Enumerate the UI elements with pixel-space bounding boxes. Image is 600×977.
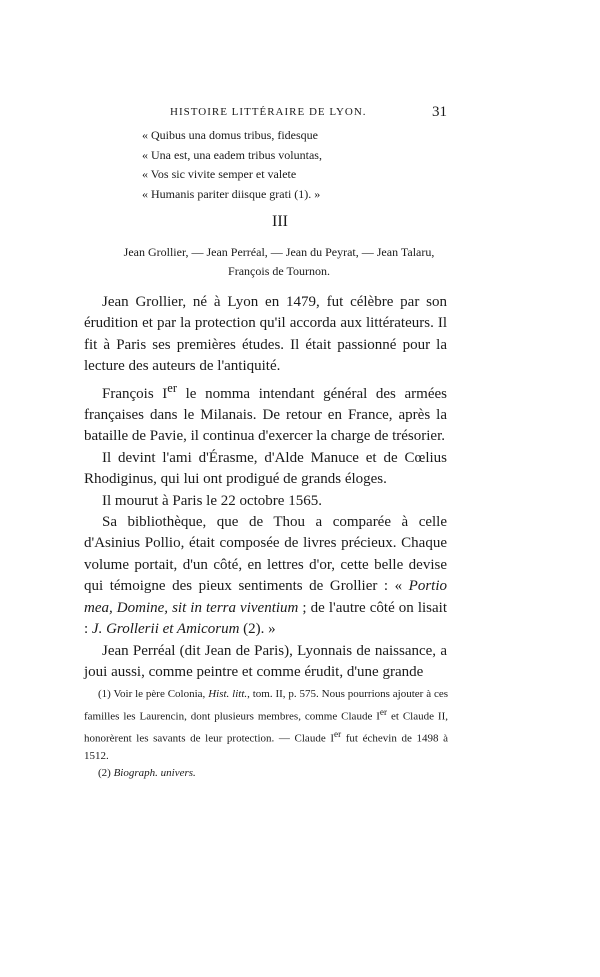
- epigraph-line: « Humanis pariter diisque grati (1). »: [142, 186, 321, 201]
- paragraph-text: (2). »: [239, 621, 276, 638]
- subtitle-line: François de Tournon.: [228, 264, 330, 278]
- footnote-reference: Hist. litt.: [208, 688, 248, 700]
- paragraph: [84, 641, 447, 684]
- epigraph: [142, 126, 442, 204]
- superscript: er: [379, 706, 388, 717]
- paragraph: [84, 512, 447, 640]
- footnote-text: fut échevin de 1498 à 1512.: [84, 732, 448, 762]
- footnote: [84, 686, 448, 765]
- subtitle-line: Jean Grollier, — Jean Perréal, — Jean du Peyrat, — Jean Talaru,: [123, 245, 435, 259]
- page-number: 31: [432, 104, 447, 120]
- latin-inscription: J. Grollerii et Amicorum: [91, 621, 240, 638]
- paragraph-text: le nomma intendant général des armées françaises dans le Milanais. De retour en France, après la bataille de Pavie, il continua d'exercer la charge de trésorier.: [84, 385, 447, 445]
- paragraph-text: François I: [102, 385, 168, 402]
- section-subtitle: [100, 243, 458, 281]
- running-title: HISTOIRE LITTÉRAIRE DE LYON.: [170, 106, 367, 118]
- latin-motto: Portio mea, Domine, sit in terra viventium: [84, 578, 447, 616]
- paragraph: [84, 448, 447, 491]
- paragraph: [84, 491, 447, 512]
- superscript: er: [167, 380, 177, 395]
- paragraph-text: Jean Perréal (dit Jean de Paris), Lyonnais de naissance, a joui aussi, comme peintre et comme érudit, d'une grande: [84, 642, 447, 680]
- footnotes: [84, 686, 448, 783]
- paragraph-text: Il mourut à Paris le 22 octobre 1565.: [102, 492, 322, 509]
- body-text: [84, 292, 447, 683]
- paragraph: [84, 378, 447, 448]
- footnote-reference: Biograph. univers.: [113, 767, 196, 780]
- footnote-text: (1) Voir le père Colonia,: [98, 688, 209, 700]
- paragraph-text: Il devint l'ami d'Érasme, d'Alde Manuce et de Cœlius Rhodiginus, qui lui ont prodigué de grands éloges.: [84, 449, 447, 488]
- section-number: III: [272, 213, 288, 230]
- epigraph-line: « Quibus una domus tribus, fidesque: [142, 128, 318, 142]
- footnote-text: (2): [98, 767, 114, 780]
- footnote-text: et Claude II, honorèrent les savants de leur protection. — Claude I: [84, 710, 448, 745]
- paragraph-text: Jean Grollier, né à Lyon en 1479, fut célèbre par son érudition et par la protection qu'il accorda aux littérateurs. Il fit à Paris ses premières études. Il était passionné pour la lecture des auteurs de l'antiquité.: [84, 294, 447, 375]
- superscript: er: [334, 728, 342, 739]
- paragraph-text: ; de l'autre côté on lisait :: [84, 599, 447, 638]
- epigraph-line: « Una est, una eadem tribus voluntas,: [142, 147, 322, 162]
- epigraph-line: « Vos sic vivite semper et valete: [142, 167, 297, 182]
- footnote: [84, 765, 448, 783]
- paragraph-text: Sa bibliothèque, que de Thou a comparée à celle d'Asinius Pollio, était composée de livres précieux. Chaque volume portait, d'un côté, en lettres d'or, cette belle devise qui témoigne des pieux sentiments de Grollier : «: [84, 514, 447, 595]
- footnote-text: , tom. II, p. 575. Nous pourrions ajouter à ces familles les Laurencin, dont plusieurs membres, comme Claude I: [84, 688, 449, 723]
- paragraph: [84, 292, 447, 378]
